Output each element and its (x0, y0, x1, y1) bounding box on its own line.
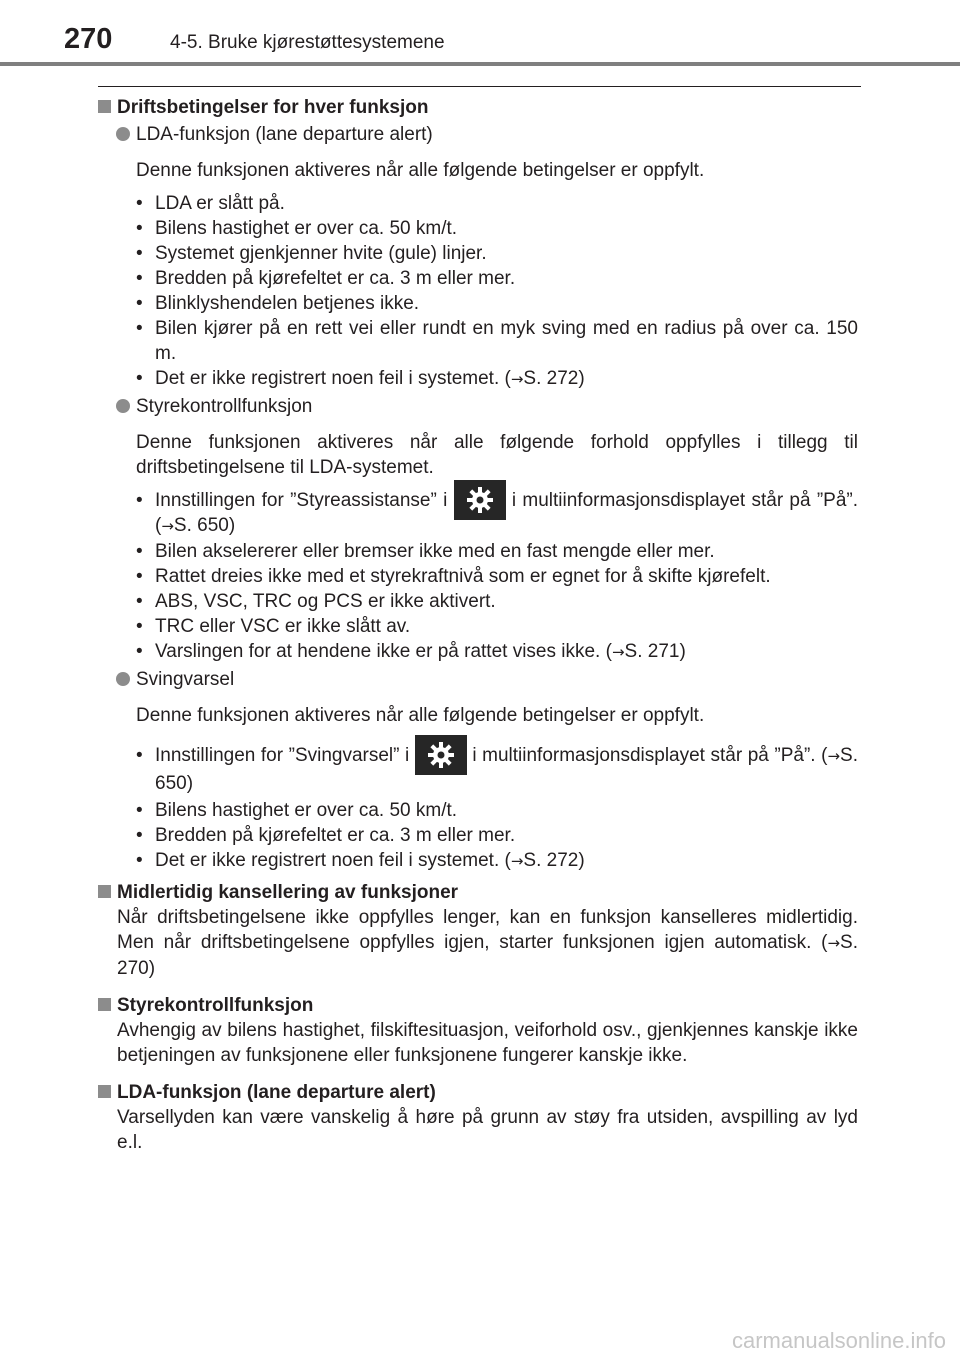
list-item: • LDA er slått på. (136, 193, 285, 214)
arrow-icon: → (827, 747, 841, 765)
page-header (0, 0, 960, 68)
lda-conditions-list (98, 191, 858, 392)
sway-intro: Denne funksjonen aktiveres når alle følgende betingelser er oppfylt. (136, 705, 705, 726)
arrow-icon: → (827, 934, 841, 952)
list-item: • Varslingen for at hendene ikke er på rattet vises ikke. (→S. 271) (136, 641, 686, 662)
list-item: • Bilens hastighet er over ca. 50 km/t. (136, 800, 458, 821)
arrow-icon: → (510, 370, 524, 388)
square-bullet-icon (98, 998, 111, 1011)
content-divider (98, 86, 861, 87)
square-bullet-icon (98, 885, 111, 898)
temporary-cancel-text: Når driftsbetingelsene ikke oppfylles lenger, kan en funksjon kanselleres midlertidig. Men når driftsbetingelsene oppfylles igjen, starter funksjonen igjen automatisk. (→S. 270) (117, 907, 858, 979)
list-item: • Innstillingen for ”Styreassistanse” i i multiinformasjonsdisplayet står på ”På”. (→S. 650) (155, 488, 858, 539)
header-divider (0, 62, 960, 66)
list-item: • Det er ikke registrert noen feil i systemet. (→S. 272) (136, 368, 585, 389)
steering-intro: Denne funksjonen aktiveres når alle følgende forhold oppfylles i tillegg til driftsbetingelsene til LDA-systemet. (136, 432, 858, 478)
list-item: • Blinklyshendelen betjenes ikke. (136, 293, 420, 314)
gear-icon (454, 480, 506, 520)
list-item: • Systemet gjenkjenner hvite (gule) linjer. (136, 243, 487, 264)
list-item: • Rattet dreies ikke med et styrekraftnivå som er egnet for å skifte kjørefelt. (136, 566, 771, 587)
circle-bullet-icon (116, 672, 130, 686)
list-item: • Det er ikke registrert noen feil i systemet. (→S. 272) (136, 850, 585, 871)
section-heading-operating-conditions: Driftsbetingelser for hver funksjon (98, 95, 858, 120)
steering-conditions-list (98, 488, 858, 665)
gear-icon (415, 735, 467, 775)
page-content (98, 95, 858, 1155)
chapter-title: 4-5. Bruke kjørestøttesystemene (170, 32, 445, 53)
subheading-lda: LDA-funksjon (lane departure alert) (98, 122, 858, 147)
section-heading-lda: LDA-funksjon (lane departure alert) (98, 1080, 858, 1105)
subheading-sway-warning: Svingvarsel (98, 667, 858, 692)
arrow-icon: → (161, 517, 174, 535)
page-number: 270 (64, 23, 113, 55)
list-item: • Innstillingen for ”Svingvarsel” i i multiinformasjonsdisplayet står på ”På”. (→S. 650) (155, 742, 858, 798)
arrow-icon: → (510, 852, 524, 870)
circle-bullet-icon (116, 399, 130, 413)
circle-bullet-icon (116, 127, 130, 141)
lda-text: Varsellyden kan være vanskelig å høre på grunn av støy fra utsiden, avspilling av lyd e.l. (117, 1107, 858, 1153)
list-item: • Bredden på kjørefeltet er ca. 3 m eller mer. (136, 825, 516, 846)
square-bullet-icon (98, 100, 111, 113)
list-item: • Bilens hastighet er over ca. 50 km/t. (136, 218, 458, 239)
sway-conditions-list (98, 742, 858, 874)
lda-intro: Denne funksjonen aktiveres når alle følgende betingelser er oppfylt. (136, 160, 705, 181)
subheading-steering-control: Styrekontrollfunksjon (98, 394, 858, 419)
list-item: • ABS, VSC, TRC og PCS er ikke aktivert. (136, 591, 496, 612)
list-item: • Bilen akselererer eller bremser ikke med en fast mengde eller mer. (136, 541, 715, 562)
section-heading-temporary-cancel: Midlertidig kansellering av funksjoner (98, 880, 858, 905)
list-item: • Bilen kjører på en rett vei eller rundt en myk sving med en radius på over ca. 150 m. (136, 318, 858, 364)
square-bullet-icon (98, 1085, 111, 1098)
steering-control-text: Avhengig av bilens hastighet, filskiftesituasjon, veiforhold osv., gjenkjennes kanskje ikke betjeningen av funksjonene eller funksjonene fungerer kanskje ikke. (117, 1020, 858, 1066)
watermark: carmanualsonline.info (731, 1328, 946, 1353)
list-item: • TRC eller VSC er ikke slått av. (136, 616, 411, 637)
section-heading-steering-control: Styrekontrollfunksjon (98, 993, 858, 1018)
list-item: • Bredden på kjørefeltet er ca. 3 m eller mer. (136, 268, 516, 289)
arrow-icon: → (611, 643, 625, 661)
